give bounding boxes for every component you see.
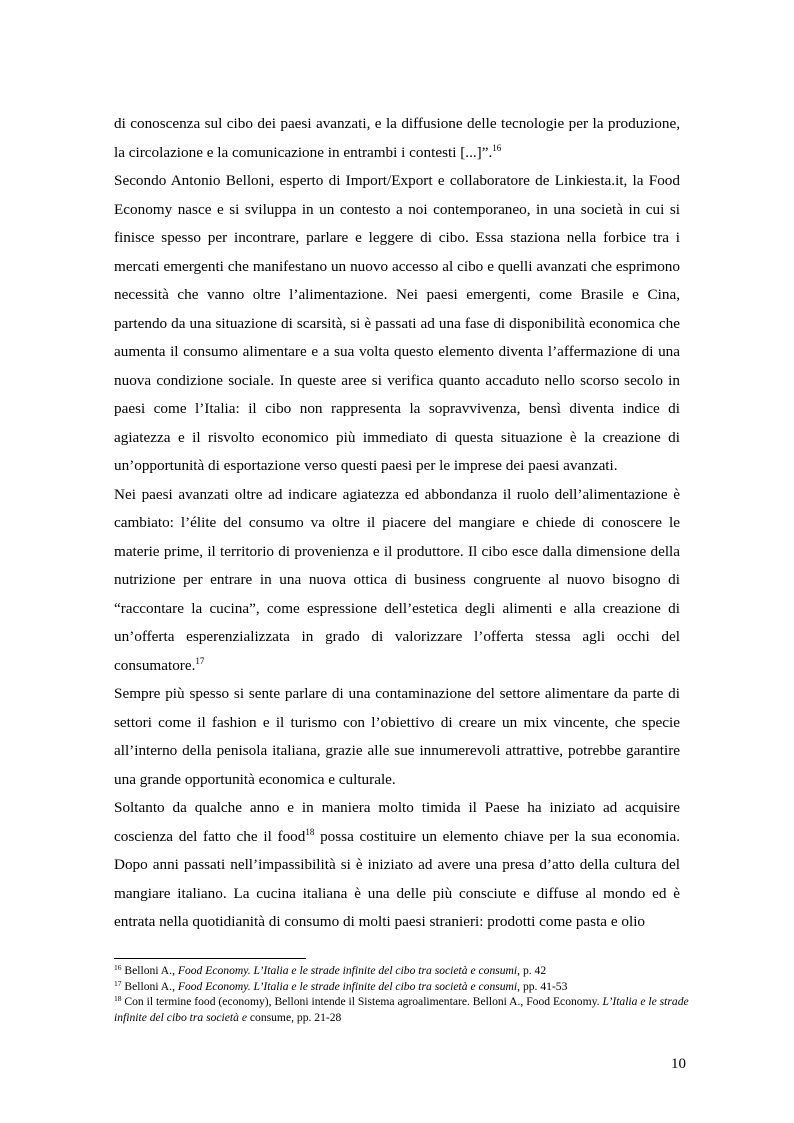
paragraph-text: Nei paesi avanzati oltre ad indicare agiatezza ed abbondanza il ruolo dell’alimentazione è cambiato: l’élite del consumo va oltre il piacere del mangiare e chiede di conoscere le materie prime, il territorio di provenienza e il produttore. Il cibo esce dalla dimensione della nutrizione per entrare in una nuova ottica di business congruente al nuovo bisogno di “raccontare la cucina”, come espressione dell’estetica degli alimenti e alla creazione di un’offerta esperenzializzata in grado di valorizzare l’offerta stessa agli occhi del consumatore. [114, 485, 680, 674]
footnotes [114, 963, 694, 1025]
footnote [114, 979, 694, 995]
page-number: 10 [671, 1056, 686, 1072]
paragraph [114, 481, 680, 681]
footnote-title: Food Economy. L’Italia e le strade infinite del cibo tra società e consumi [177, 964, 518, 977]
paragraph [114, 110, 680, 167]
footnote [114, 963, 694, 979]
paragraph [114, 680, 680, 794]
footnote-ref: 17 [195, 655, 205, 666]
footnote-title: L’Italia e le strade infinite del cibo tra società e [114, 995, 689, 1024]
footnote-pages: , pp. 41-53 [517, 979, 568, 993]
footnote-divider [114, 958, 306, 959]
footnote-text: Con il termine food (economy), Belloni intende il Sistema agroalimentare. Belloni A., Food Economy. [121, 995, 603, 1008]
footnote [114, 994, 694, 1025]
footnote-title: Food Economy. L’Italia e le strade infinite del cibo tra società e consumi [177, 979, 518, 993]
paragraph-text: di conoscenza sul cibo dei paesi avanzati, e la diffusione delle tecnologie per la produzione, la circolazione e la comunicazione in entrambi i contesti [...]”. [114, 115, 680, 161]
paragraph-text: Secondo Antonio Belloni, esperto di Import/Export e collaboratore de Linkiesta.it, la Food Economy nasce e si sviluppa in un contesto a noi contemporaneo, in una società in cui si finisce spesso per incontrare, parlare e leggere di cibo. Essa staziona nella forbice tra i mercati emergenti che manifestano un nuovo accesso al cibo e quelli avanzati che esprimono necessità che vanno oltre l’alimentazione. Nei paesi emergenti, come Brasile e Cina, partendo da una situazione di scarsità, si è passati ad una fase di disponibilità economica che aumenta il consumo alimentare e a sua volta questo elemento diventa l’affermazione di una nuova condizione sociale. In queste aree si verifica quanto accaduto nello scorso secolo in paesi come l’Italia: il cibo non rappresenta la sopravvivenza, bensì diventa indice di agiatezza e il risvolto economico più immediato di questa situazione è la creazione di un’opportunità di esportazione verso questi paesi per le imprese dei paesi avanzati. [114, 172, 680, 474]
footnote-ref: 18 [305, 826, 315, 837]
footnote-pages: , p. 42 [517, 964, 547, 977]
footnote-text: Belloni A., [121, 964, 178, 977]
footnote-ref: 16 [492, 142, 502, 153]
footnote-number: 17 [114, 978, 122, 988]
paragraph-text: Sempre più spesso si sente parlare di una contaminazione del settore alimentare da parte di settori come il fashion e il turismo con l’obiettivo di creare un mix vincente, che specie all’interno della penisola italiana, grazie alle sue innumerevoli attrattive, potrebbe garantire una grande opportunità economica e culturale. [114, 685, 680, 788]
paragraph-text-continued: possa costituire un elemento chiave per la sua economia. Dopo anni passati nell’impassibilità si è iniziato ad avere una presa d’atto della cultura del mangiare italiano. La cucina italiana è una delle più consciute e diffuse al mondo ed è entrata nella quotidianità di consumo di molti paesi stranieri: prodotti come pasta e olio [114, 827, 680, 930]
footnote-number: 16 [114, 963, 122, 972]
paragraph-text: Soltanto da qualche anno e in maniera molto timida il Paese ha iniziato ad acquisire coscienza del fatto che il food [114, 799, 680, 845]
footnote-number: 18 [114, 994, 122, 1003]
paragraph [114, 794, 680, 937]
footnote-pages: consume, pp. 21-28 [246, 1010, 342, 1024]
paragraph [114, 167, 680, 481]
body-text [114, 110, 680, 937]
footnote-text: Belloni A., [121, 979, 178, 993]
